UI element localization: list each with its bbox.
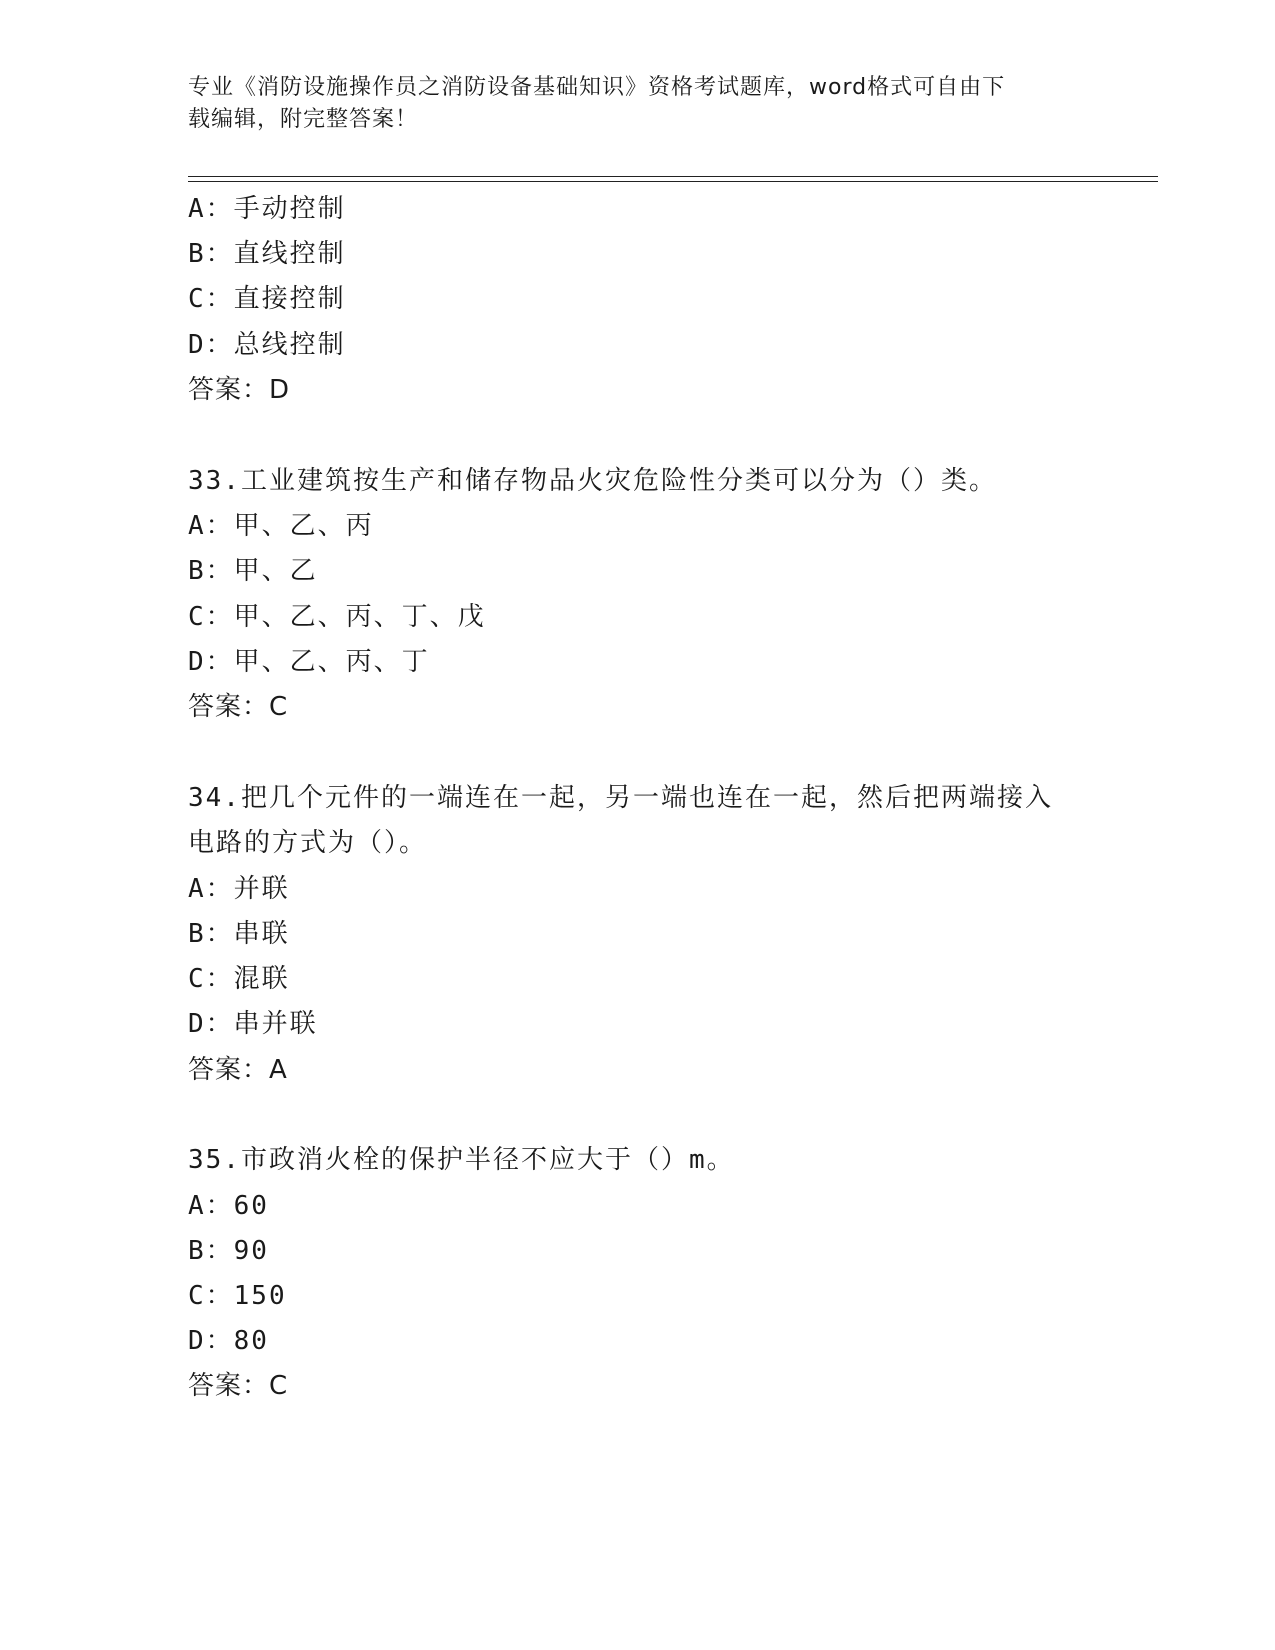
header-intro-line-2: 载编辑，附完整答案！ (188, 107, 419, 132)
question-35-answer: 答案：C (188, 1371, 289, 1401)
question-34-option-b: B：串联 (188, 919, 290, 949)
question-35-option-a: A：60 (188, 1191, 269, 1221)
document-header (188, 72, 1078, 136)
question-33-option-d: D：甲、乙、丙、丁 (188, 647, 430, 677)
question-34-stem-line-2: 电路的方式为（）。 (188, 828, 428, 858)
question-33-option-b: B：甲、乙 (188, 556, 318, 586)
question-33-answer: 答案：C (188, 692, 289, 722)
question-33-stem: 33.工业建筑按生产和储存物品火灾危险性分类可以分为（）类。 (188, 466, 997, 496)
question-35-option-b: B：90 (188, 1236, 269, 1266)
header-intro-line-1: 专业《消防设施操作员之消防设备基础知识》资格考试题库，word格式可自由下 (188, 75, 1006, 100)
question-34-option-c: C：混联 (188, 964, 290, 994)
answer-line: 答案：D (188, 375, 291, 405)
header-rule-top (188, 176, 1158, 177)
header-rule-bottom (188, 181, 1158, 182)
question-33-option-c: C：甲、乙、丙、丁、戊 (188, 602, 486, 632)
question-33-option-a: A：甲、乙、丙 (188, 511, 374, 541)
option-b: B：直线控制 (188, 239, 346, 269)
question-35-option-c: C：150 (188, 1281, 287, 1311)
question-34-stem-line-1: 34.把几个元件的一端连在一起，另一端也连在一起，然后把两端接入 (188, 783, 1053, 813)
option-c: C：直接控制 (188, 284, 346, 314)
option-d: D：总线控制 (188, 330, 346, 360)
question-34-answer: 答案：A (188, 1055, 288, 1085)
question-35-stem: 35.市政消火栓的保护半径不应大于（）m。 (188, 1145, 735, 1175)
question-34-option-d: D：串并联 (188, 1009, 318, 1039)
question-35-option-d: D：80 (188, 1326, 269, 1356)
option-a: A：手动控制 (188, 194, 346, 224)
question-34-option-a: A：并联 (188, 874, 290, 904)
